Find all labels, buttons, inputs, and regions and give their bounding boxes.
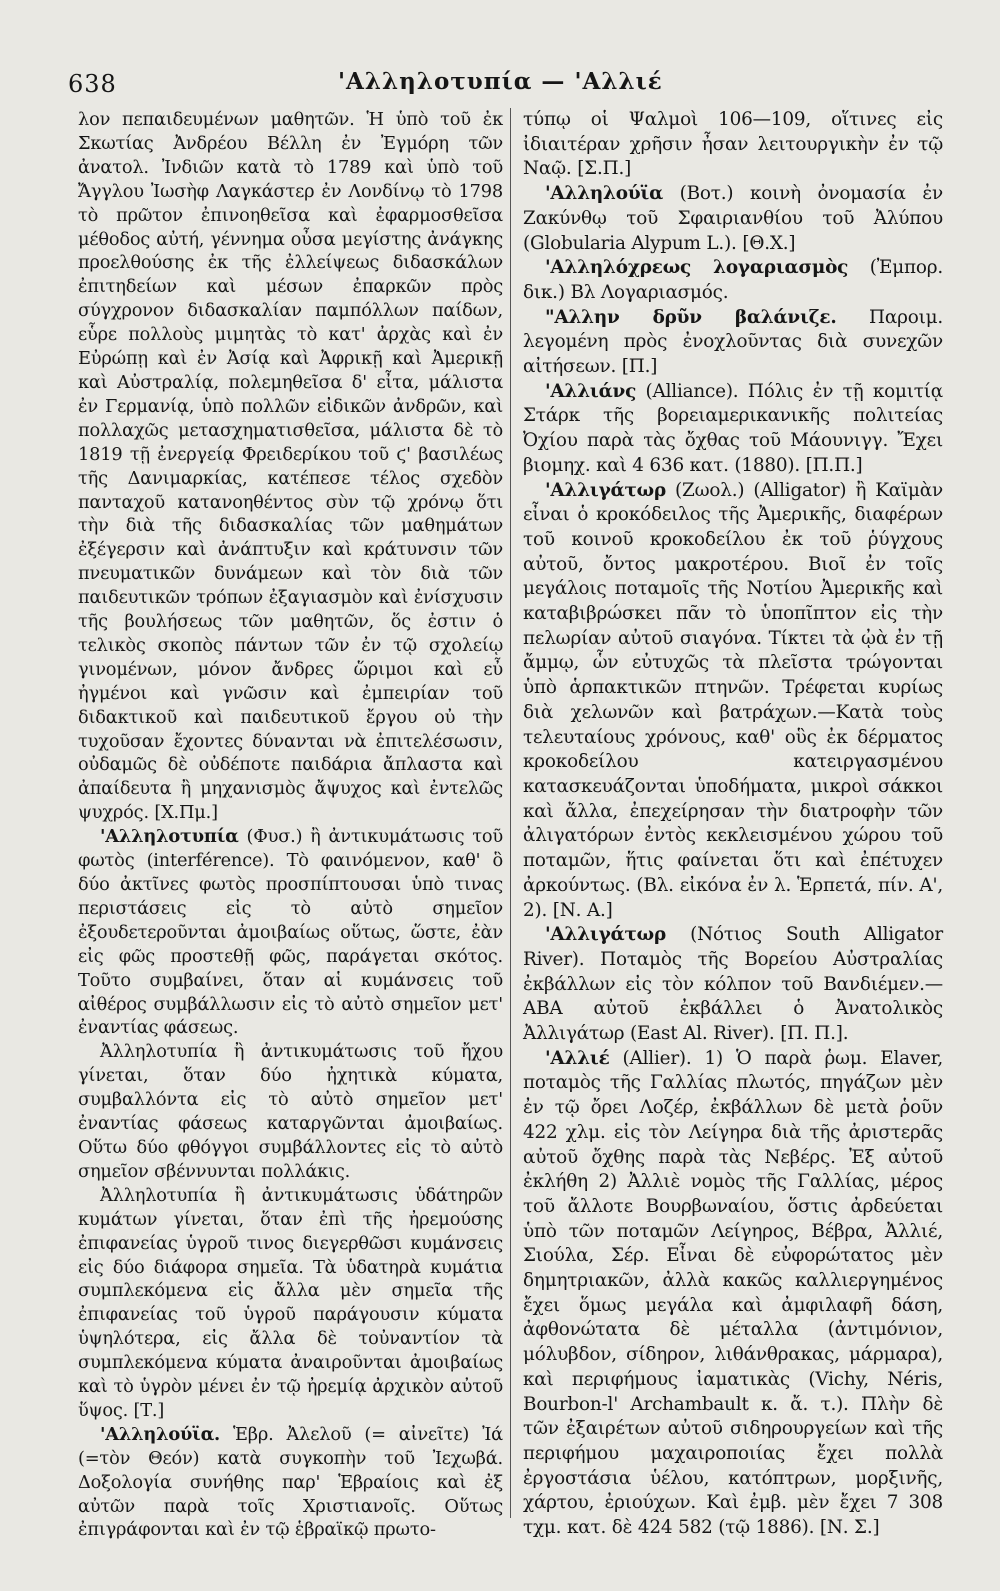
page-header [68,66,960,100]
entry-paragraph [78,825,503,1040]
entry-paragraph [78,1040,503,1183]
page-number: 638 [68,70,117,98]
entry-text: Παροιμ. λεγομένη πρὸς ἐνοχλοῦντας διὰ συνεχῶν αἰτήσεων. [Π.] [523,306,943,378]
column-divider [510,108,511,1518]
entry-paragraph [523,479,943,924]
entry-text: Ἑβρ. Ἀλελοῦ (= αἰνεῖτε) Ἰά (=τὸν Θεόν) κατὰ συγκοπὴν τοῦ Ἰεχωβά. Δοξολογία συνήθης παρ' Ἑβραίοις καὶ ἐξ αὐτῶν παρὰ τοῖς Χριστιανοῖς. Οὕτως ἐπιγράφονται καὶ ἐν τῷ ἑβραϊκῷ πρωτο- [78,1423,503,1541]
right-column [523,108,943,1541]
entry-text: τύπῳ οἱ Ψαλμοὶ 106—109, οἵτινες εἰς ἰδιαιτέραν χρῆσιν ἦσαν λειτουργικὴν ἐν τῷ Ναῷ. [Σ.Π.] [523,109,943,180]
entry-paragraph [523,306,943,380]
entry-headword: 'Αλληλοτυπία [100,826,239,848]
entry-text: (Ζωολ.) (Alligator) ἢ Καϊμὰν εἶναι ὁ κροκόδειλος τῆς Ἀμερικῆς, διαφέρων τοῦ κοινοῦ κροκοδείλου ἐκ τοῦ ῥύγχους αὐτοῦ, ὄντος μακροτέρου. Βιοῖ ἐν τοῖς μεγάλοις ποταμοῖς τῆς Νοτίου Ἀμερικῆς καὶ καταβιβρώσκει πᾶν τὸ ὑποπῖπτον εἰς τὴν πελωρίαν αὐτοῦ σιαγόνα. Τίκτει τὰ ᾠὰ ἐν τῇ ἄμμῳ, ὧν εὐτυχῶς τὰ πλεῖστα τρώγονται ὑπὸ ἁρπακτικῶν πτηνῶν. Τρέφεται κυρίως διὰ χελωνῶν καὶ βατράχων.—Κατὰ τοὺς τελευταίους χρόνους, καθ' οὓς ἐκ δέρματος κροκοδείλου κατειργασμένου κατασκευάζονται ὑποδήματα, μικροὶ σάκκοι καὶ ἄλλα, ἐπεχείρησαν τὴν διατροφὴν τῶν ἀλιγατόρων ἐντὸς κεκλεισμένου χώρου τοῦ ποταμῶν, ἥτις φαίνεται ὅτι καὶ ἐπέτυχεν ἀρκούντως. (Βλ. εἰκόνα ἐν λ. Ἑρπετά, πίν. Α', 2). [Ν. Α.] [523,479,943,921]
entry-text: (Allier). 1) Ὁ παρὰ ῥωμ. Elaver, ποταμὸς τῆς Γαλλίας πλωτός, πηγάζων μὲν ἐν τῷ ὄρει Λοζέρ, ἐκβάλλων δὲ μετὰ ῥοῦν 422 χλμ. εἰς τὸν Λείγηρα διὰ τῆς ἀριστερᾶς αὐτοῦ ὄχθης παρὰ τὰς Νεβέρς. Ἐξ αὐτοῦ ἐκλήθη 2) Ἀλλιὲ νομὸς τῆς Γαλλίας, μέρος τοῦ ἄλλοτε Βουρβωναίου, ὅστις ἀρδεύεται ὑπὸ τῶν ποταμῶν Λείγηρος, Βέβρα, Ἀλλιέ, Σιούλα, Σέρ. Εἶναι δὲ εὐφορώτατος μὲν δημητριακῶν, ἀλλὰ κακῶς καλλιεργημένος ἔχει ὅμως μεγάλα καὶ ἀμφιλαφῆ δάση, ἀφθονώτατα δὲ μέταλλα (ἀντιμόνιον, μόλυβδον, σίδηρον, λιθάνθρακας, μάρμαρα), καὶ περιφήμους ἰαματικὰς (Vichy, Néris, Bourbon-l' Archambault κ. ἄ. τ.). Πλὴν δὲ τῶν ἐξαιρέτων αὐτοῦ σιδηρουργείων καὶ τῆς περιφήμου μαχαιροποιίας ἔχει πολλὰ ἐργοστάσια ὑέλου, κατόπτρων, μορξινῆς, χάρτου, ἐριούχων. Καὶ ἐμβ. μὲν ἔχει 7 308 τχμ. κατ. δὲ 424 582 (τῷ 1886). [Ν. Σ.] [523,1047,943,1539]
entry-text: Ἀλληλοτυπία ἢ ἀντικυμάτωσις ὑδάτηρῶν κυμάτων γίνεται, ὅταν ἐπὶ τῆς ἠρεμούσης ἐπιφανείας ὑγροῦ τινος διεγερθῶσι κυμάνσεις εἰς δύο διάφορα σημεῖα. Τὰ ὑδατηρὰ κυμάτια συμπλεκόμενα εἰς ἄλλα μὲν σημεῖα τῆς ἐπιφανείας τοῦ ὑγροῦ παράγουσιν κύματα ὑψηλότερα, εἰς ἄλλα δὲ τοὐναντίον τὰ συμπλεκόμενα κύματα ἀναιροῦνται ἀμοιβαίως καὶ τὸ ὑγρὸν μένει ἐν τῷ ἠρεμίᾳ ἀρχικὸν αὐτοῦ ὕψος. [Τ.] [78,1184,503,1421]
entry-headword: 'Αλληλούϊα [545,183,664,205]
entry-paragraph [78,1184,503,1423]
entry-headword: 'Αλληλούϊα. [100,1423,221,1445]
left-column [78,108,503,1542]
entry-headword: 'Αλλιγάτωρ [545,924,666,946]
entry-paragraph [78,108,503,825]
entry-text: (Βοτ.) κοινὴ ὀνομασία ἐν Ζακύνθῳ τοῦ Σφαιριανθίου τοῦ Ἀλύπου (Globularia Alypum L.). [Θ.Χ.] [523,183,943,254]
running-head: 'Αλληλοτυπία — 'Αλλιέ [338,68,663,95]
entry-headword: "Αλλην δρῦν βαλάνιζε. [545,306,837,328]
entry-headword: 'Αλλιγάτωρ [545,479,666,501]
entry-paragraph [523,256,943,305]
entry-paragraph [523,182,943,256]
entry-headword: 'Αλλιέ [545,1047,610,1069]
entry-text: (Νότιος South Alligator River). Ποταμὸς τῆς Βορείου Αὐστραλίας ἐκβάλλων εἰς τὸν κόλπον τοῦ Βανδιέμεν.—ΑΒΑ αὐτοῦ ἐκβάλλει ὁ Ἀνατολικὸς Ἀλλιγάτωρ (East Al. River). [Π. Π.]. [523,924,943,1045]
entry-paragraph [523,380,943,479]
entry-text: λον πεπαιδευμένων μαθητῶν. Ἡ ὑπὸ τοῦ ἐκ Σκωτίας Ἀνδρέου Βέλλη ἐν Ἐγμόρη τῶν ἀνατολ. Ἰνδιῶν κατὰ τὸ 1789 καὶ ὑπὸ τοῦ Ἄγγλου Ἰωσὴφ Λαγκάστερ ἐν Λονδίνῳ τὸ 1798 τὸ πρῶτον ἐπινοηθεῖσα καὶ ἐφαρμοσθεῖσα μέθοδος αὐτή, γέννημα οὖσα μεγίστης ἀνάγκης προελθούσης ἐκ τῆς ἐλλείψεως διδασκάλων ἐπιτηδείων καὶ μέσων ἐπαρκῶν πρὸς σύγχρονον διδασκαλίαν παμπόλλων παίδων, εὗρε πολλοὺς μιμητὰς τὸ κατ' ἀρχὰς καὶ ἐν Εὐρώπῃ καὶ ἐν Ἀσίᾳ καὶ Ἀφρικῇ καὶ Ἀμερικῇ καὶ Αὐστραλίᾳ, πολεμηθεῖσα δ' εἶτα, μάλιστα ἐν Γερμανίᾳ, ὑπὸ πολλῶν εἰδικῶν ἀνδρῶν, καὶ πολλαχῶς μετασχηματισθεῖσα, μάλιστα δὲ τὸ 1819 τῇ ἐνεργείᾳ Φρειδερίκου τοῦ ϛ' βασιλέως τῆς Δανιμαρκίας, κατέπεσε τέλος σχεδὸν πανταχοῦ κατανοηθέντος σὺν τῷ χρόνῳ ὅτι τὴν διὰ τῆς διδασκαλίας τῶν μαθημάτων ἐξέγερσιν καὶ ἀνάπτυξιν καὶ κράτυνσιν τῶν πνευματικῶν δυνάμεων καὶ τὸν διὰ τῶν παιδευτικῶν τρόπων ἐξαγιασμὸν καὶ ἐνίσχυσιν τῆς βουλήσεως τῶν μαθητῶν, ὅς ἐστιν ὁ τελικὸς σκοπὸς πάντων τῶν ἐν τῷ σχολείῳ γινομένων, μόνον ἄνδρες ὥριμοι καὶ εὖ ἠγμένοι καὶ γνῶσιν καὶ ἐμπειρίαν τοῦ διδακτικοῦ καὶ παιδευτικοῦ ἔργου οὐ τὴν τυχοῦσαν ἔχοντες δύνανται νὰ ἐπιτελέσωσιν, οὐδαμῶς δὲ οὐδέποτε παιδάρια ἄπλαστα καὶ ἀπαίδευτα ἢ μηχανισμὸς ἄψυχος καὶ ἐντελῶς ψυχρός. [Χ.Πμ.] [78,109,503,824]
entry-paragraph [523,1047,943,1541]
entry-text: (Ἐμπορ. δικ.) Βλ Λογαριασμός. [523,257,943,303]
entry-paragraph [523,923,943,1047]
entry-headword: 'Αλλιάνς [545,380,637,402]
entry-text: (Φυσ.) ἢ ἀντικυμάτωσις τοῦ φωτὸς (interférence). Τὸ φαινόμενον, καθ' ὃ δύο ἀκτῖνες φωτὸς προσπίπτουσαι ὑπὸ τινας περιστάσεις εἰς τὸ αὐτὸ σημεῖον ἐξουδετεροῦνται ἀμοιβαίως οὕτως, ὥστε, ἐὰν εἰς φῶς προστεθῇ φῶς, παράγεται σκότος. Τοῦτο συμβαίνει, ὅταν αἱ κυμάνσεις τοῦ αἰθέρος συμβάλλωσιν εἰς τὸ αὐτὸ σημεῖον μετ' ἐναντίας φάσεως. [78,826,503,1039]
entry-paragraph [523,108,943,182]
entry-paragraph [78,1423,503,1543]
entry-text: (Alliance). Πόλις ἐν τῇ κομιτίᾳ Στάρκ τῆς βορειαμερικανικῆς πολιτείας Ὀχίου παρὰ τὰς ὄχθας τοῦ Μάουνιγγ. Ἔχει βιομηχ. καὶ 4 636 κατ. (1880). [Π.Π.] [523,380,943,476]
entry-headword: 'Αλληλόχρεως λογαριασμὸς [545,257,849,279]
entry-text: Ἀλληλοτυπία ἢ ἀντικυμάτωσις τοῦ ἤχου γίνεται, ὅταν δύο ἠχητικὰ κύματα, συμβαλλόντα εἰς τὸ αὐτὸ σημεῖον μετ' ἐναντίας φάσεως καταργῶνται ἀμοιβαίως. Οὕτω δύο φθόγγοι συμβάλλοντες εἰς τὸ αὐτὸ σημεῖον σβέννυνται πολλάκις. [78,1041,503,1182]
